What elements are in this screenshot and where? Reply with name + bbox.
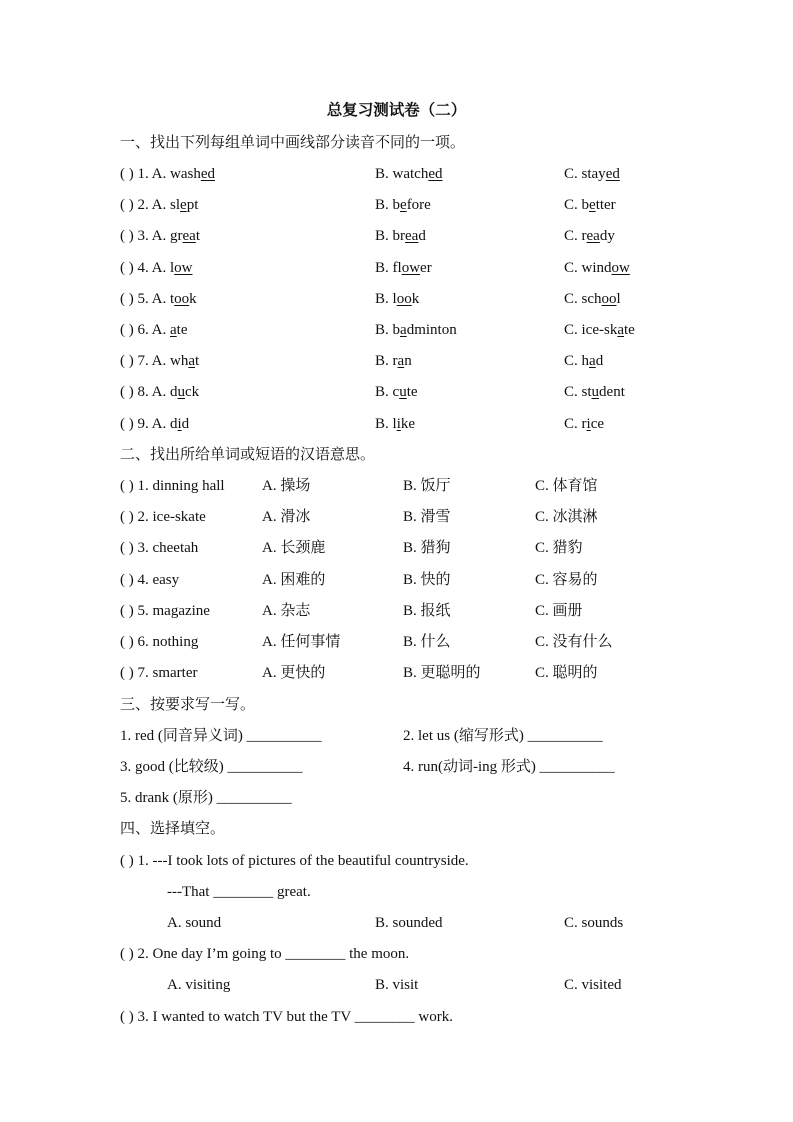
option-b: B. visit bbox=[375, 977, 419, 993]
meaning-row bbox=[0, 569, 793, 591]
option-a: ( ) 1. A. washed bbox=[120, 166, 215, 182]
pronunciation-row bbox=[0, 350, 793, 372]
write-item-3: 3. good (比较级) __________ bbox=[120, 759, 303, 775]
option-b: B. before bbox=[375, 197, 431, 214]
option-a: A. 滑冰 bbox=[262, 509, 311, 526]
option-b: B. like bbox=[375, 415, 416, 432]
choice-question-1-options bbox=[0, 912, 793, 934]
write-item-4: 4. run(动词-ing 形式) __________ bbox=[403, 759, 615, 775]
pronunciation-row bbox=[0, 163, 793, 185]
option-c: C. better bbox=[564, 197, 616, 214]
section-3-heading: 三、按要求写一写。 bbox=[120, 697, 256, 713]
meaning-row bbox=[0, 475, 793, 497]
write-item-5: 5. drank (原形) __________ bbox=[120, 790, 292, 806]
write-item-2: 2. let us (缩写形式) __________ bbox=[403, 728, 603, 744]
question: ( ) 6. nothing bbox=[120, 634, 199, 650]
option-c: C. 聪明的 bbox=[535, 665, 598, 682]
pronunciation-row bbox=[0, 257, 793, 279]
question: ( ) 3. cheetah bbox=[120, 540, 199, 557]
option-b: B. badminton bbox=[375, 322, 457, 338]
meaning-row bbox=[0, 600, 793, 622]
option-a: ( ) 7. A. what bbox=[120, 353, 200, 370]
option-b: B. bread bbox=[375, 228, 426, 245]
pronunciation-row bbox=[0, 194, 793, 216]
option-c: C. stayed bbox=[564, 166, 620, 182]
option-a: A. 困难的 bbox=[262, 571, 326, 588]
option-b: B. 滑雪 bbox=[403, 509, 451, 526]
choice-question-2: ( ) 2. One day I’m going to ________ the moon. bbox=[120, 946, 410, 962]
option-c: C. 猎豹 bbox=[535, 540, 583, 557]
option-c: C. 容易的 bbox=[535, 571, 598, 588]
option-b: B. flower bbox=[375, 259, 432, 276]
choice-question-2-options bbox=[0, 974, 793, 996]
option-a: A. visiting bbox=[167, 977, 231, 993]
choice-question-1: ( ) 1. ---I took lots of pictures of the beautiful countryside. bbox=[120, 853, 469, 869]
section-4-heading: 四、选择填空。 bbox=[120, 821, 226, 837]
option-c: C. rice bbox=[564, 415, 605, 432]
option-a: A. 操场 bbox=[262, 478, 311, 494]
option-b: B. 饭厅 bbox=[403, 478, 451, 494]
option-a: ( ) 5. A. took bbox=[120, 290, 197, 307]
question: ( ) 7. smarter bbox=[120, 665, 198, 682]
write-row-2 bbox=[0, 756, 793, 778]
option-b: B. look bbox=[375, 290, 420, 307]
option-c: C. window bbox=[564, 259, 630, 276]
write-item-1: 1. red (同音异义词) __________ bbox=[120, 728, 322, 744]
option-a: A. sound bbox=[167, 915, 222, 931]
option-b: B. 快的 bbox=[403, 571, 451, 588]
meaning-row bbox=[0, 506, 793, 528]
option-a: ( ) 8. A. duck bbox=[120, 384, 200, 401]
question: ( ) 4. easy bbox=[120, 571, 180, 588]
option-b: B. cute bbox=[375, 384, 418, 401]
section-1-heading: 一、找出下列每组单词中画线部分读音不同的一项。 bbox=[120, 135, 466, 151]
pronunciation-row bbox=[0, 288, 793, 310]
option-c: C. 体育馆 bbox=[535, 478, 598, 494]
question: ( ) 5. magazine bbox=[120, 602, 210, 619]
choice-question-1-line2: ---That ________ great. bbox=[167, 884, 311, 900]
meaning-row bbox=[0, 537, 793, 559]
option-b: B. watched bbox=[375, 166, 443, 182]
option-a: A. 任何事情 bbox=[262, 634, 341, 650]
option-b: B. 什么 bbox=[403, 634, 451, 650]
option-b: B. ran bbox=[375, 353, 412, 370]
option-c: C. 冰淇淋 bbox=[535, 509, 598, 526]
option-c: C. student bbox=[564, 384, 625, 401]
option-c: C. 没有什么 bbox=[535, 634, 613, 650]
option-b: B. 更聪明的 bbox=[403, 665, 481, 682]
option-b: B. 报纸 bbox=[403, 602, 451, 619]
option-c: C. visited bbox=[564, 977, 622, 993]
option-a: ( ) 2. A. slept bbox=[120, 197, 199, 214]
option-c: C. 画册 bbox=[535, 602, 583, 619]
option-b: B. 猎狗 bbox=[403, 540, 451, 557]
pronunciation-row bbox=[0, 225, 793, 247]
question: ( ) 2. ice-skate bbox=[120, 509, 206, 526]
option-a: ( ) 3. A. great bbox=[120, 228, 200, 245]
option-c: C. sounds bbox=[564, 915, 624, 931]
option-a: A. 长颈鹿 bbox=[262, 540, 326, 557]
meaning-row bbox=[0, 662, 793, 684]
option-a: ( ) 6. A. ate bbox=[120, 322, 188, 338]
option-a: A. 更快的 bbox=[262, 665, 326, 682]
meaning-row bbox=[0, 631, 793, 653]
write-row-1 bbox=[0, 725, 793, 747]
option-c: C. school bbox=[564, 290, 621, 307]
question: ( ) 1. dinning hall bbox=[120, 478, 225, 494]
section-2-heading: 二、找出所给单词或短语的汉语意思。 bbox=[120, 447, 376, 463]
option-c: C. had bbox=[564, 353, 604, 370]
page-title: 总复习测试卷（二） bbox=[326, 102, 467, 119]
option-a: A. 杂志 bbox=[262, 602, 311, 619]
write-row-3 bbox=[0, 787, 793, 809]
option-a: ( ) 9. A. did bbox=[120, 415, 190, 432]
choice-question-3: ( ) 3. I wanted to watch TV but the TV ________ work. bbox=[120, 1009, 454, 1025]
option-a: ( ) 4. A. low bbox=[120, 259, 193, 276]
option-c: C. ready bbox=[564, 228, 615, 245]
option-c: C. ice-skate bbox=[564, 322, 635, 338]
pronunciation-row bbox=[0, 413, 793, 435]
pronunciation-row bbox=[0, 381, 793, 403]
pronunciation-row bbox=[0, 319, 793, 341]
option-b: B. sounded bbox=[375, 915, 443, 931]
